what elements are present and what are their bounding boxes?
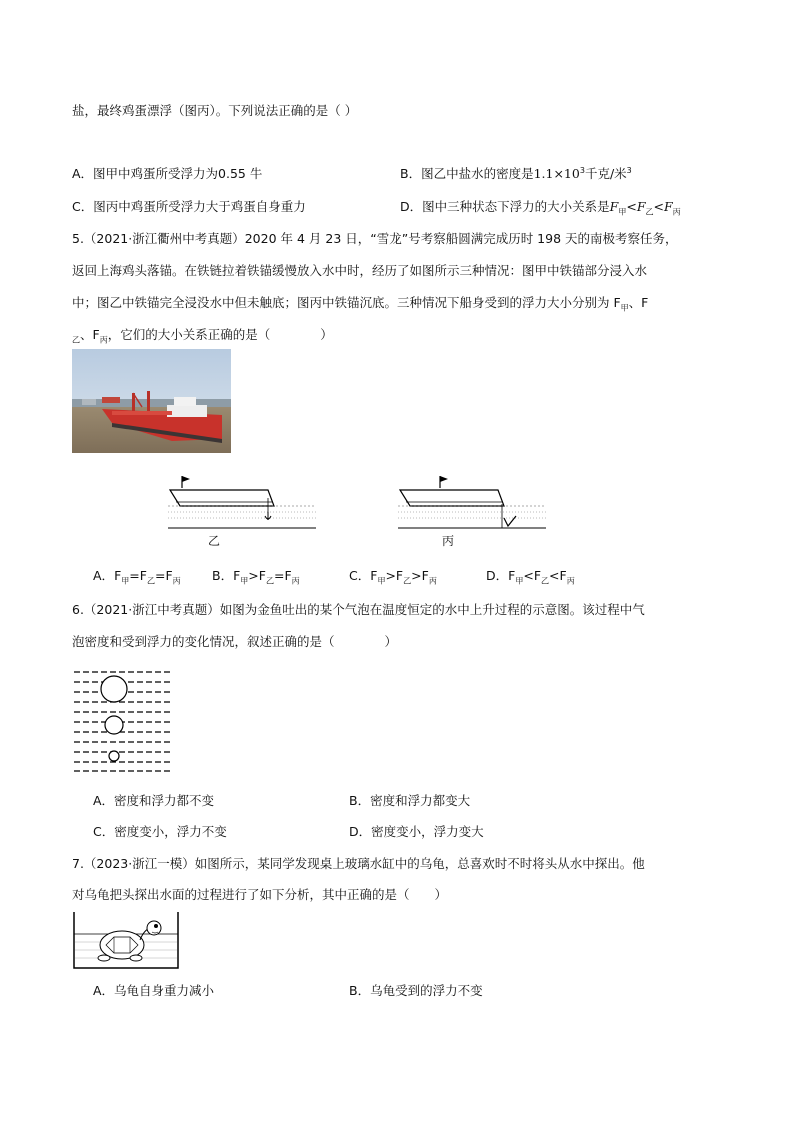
q4-option-d[interactable]: [400, 198, 681, 216]
q5-b-s1: 甲: [240, 576, 249, 586]
q7-option-a[interactable]: A．乌龟自身重力减小: [93, 983, 215, 998]
q5-d-s3: 丙: [566, 576, 575, 586]
q4-d-f3: F: [663, 199, 673, 214]
q5-c-f2: F: [395, 568, 404, 583]
q5-d-s2: 乙: [541, 576, 550, 586]
q7-line-2: 对乌龟把头探出水面的过程进行了如下分析，其中正确的是（ ）: [72, 887, 448, 902]
q5-line-4-tail: ，它们的大小关系正确的是（ ）: [107, 327, 333, 342]
q5-b-f1: F: [233, 568, 241, 583]
q5-line-3-text: 中；图乙中铁锚完全浸没水中但未触底；图丙中铁锚沉底。三种情况下船身受到的浮力大小分别为 F: [72, 295, 621, 310]
q4-d-lt2: <: [653, 199, 664, 214]
q4-option-c[interactable]: C．图丙中鸡蛋所受浮力大于鸡蛋自身重力: [72, 199, 306, 214]
q5-line-3-tail: 、F: [628, 295, 649, 310]
q4-option-d-text: D．图中三种状态下浮力的大小关系是: [400, 199, 610, 214]
q5-line-4-mid: 、F: [80, 327, 100, 342]
q5-diagram-bing: [398, 468, 546, 554]
q7-turtle-tank-diagram: [72, 912, 180, 970]
q5-a-op1: =: [129, 568, 140, 583]
q5-b-label: B．: [212, 568, 234, 583]
q5-c-op2: >: [411, 568, 422, 583]
q5-c-s1: 甲: [377, 576, 386, 586]
q5-d-s1: 甲: [515, 576, 524, 586]
q5-option-c[interactable]: [349, 567, 437, 585]
q4-d-s2: 乙: [645, 207, 654, 217]
q5-line-1: 5.（2021·浙江衢州中考真题）2020 年 4 月 23 日，“雪龙”号考察船圆满完成历时 198 天的南极考察任务，: [72, 231, 678, 246]
q5-d-label: D．: [486, 568, 509, 583]
q5-line-4-sub: 乙: [72, 335, 80, 345]
q5-d-f3: F: [559, 568, 567, 583]
q5-b-op1: >: [248, 568, 259, 583]
q5-option-b[interactable]: [212, 567, 300, 585]
q5-a-f2: F: [139, 568, 147, 583]
q7-line-1: 7.（2023·浙江一模）如图所示，某同学发现桌上玻璃水缸中的乌龟，总喜欢时不时将头从水中探出。他: [72, 856, 645, 871]
q5-b-op2: =: [273, 568, 285, 583]
q5-a-s2: 乙: [146, 576, 155, 586]
q6-option-d[interactable]: D．密度变小，浮力变大: [349, 824, 484, 839]
q5-line-3: [72, 294, 648, 312]
q4-d-f1: F: [609, 199, 619, 214]
q4-option-a[interactable]: A．图甲中鸡蛋所受浮力为0.55 牛: [72, 166, 263, 181]
q5-c-s3: 丙: [428, 576, 437, 586]
q6-option-b[interactable]: B．密度和浮力都变大: [349, 793, 471, 808]
q6-option-a[interactable]: A．密度和浮力都不变: [93, 793, 215, 808]
q4-option-b-exp: 3: [579, 165, 585, 175]
q4-option-b[interactable]: [400, 165, 632, 183]
q4-d-s1: 甲: [618, 207, 627, 217]
q5-line-2: 返回上海鸡头落锚。在铁链拉着铁锚缓慢放入水中时，经历了如图所示三种情况：图甲中铁锚部分浸入水: [72, 263, 648, 278]
q6-option-c[interactable]: C．密度变小，浮力不变: [93, 824, 227, 839]
q5-d-f1: F: [508, 568, 516, 583]
q5-option-d[interactable]: [486, 567, 575, 585]
q5-line-3-sub: 甲: [620, 303, 629, 313]
q5-option-a[interactable]: [93, 567, 181, 585]
q5-a-op2: =: [154, 568, 166, 583]
q5-b-s2: 乙: [265, 576, 274, 586]
q5-a-f1: F: [114, 568, 122, 583]
q4-option-b-num: 1.1×10: [533, 166, 580, 181]
q5-a-label: A．: [93, 568, 115, 583]
q4-d-f2: F: [636, 199, 646, 214]
q5-a-s1: 甲: [121, 576, 130, 586]
q4-option-b-text: B．图乙中盐水的密度是: [400, 166, 534, 181]
q5-d-f2: F: [533, 568, 542, 583]
q5-a-s3: 丙: [172, 576, 181, 586]
q5-b-f2: F: [258, 568, 266, 583]
q5-label-yi: 乙: [208, 534, 221, 548]
q4-option-b-unit: 千克/米: [584, 166, 627, 181]
q4-option-b-unit-exp: 3: [626, 165, 632, 175]
q5-a-f3: F: [165, 568, 173, 583]
q5-line-4: [72, 326, 333, 344]
q7-option-b[interactable]: B．乌龟受到的浮力不变: [349, 983, 483, 998]
q5-b-f3: F: [284, 568, 292, 583]
q4-stem-tail: 盐，最终鸡蛋漂浮（图丙）。下列说法正确的是（ ）: [72, 103, 358, 118]
q5-d-op2: <: [549, 568, 560, 583]
q5-c-label: C．: [349, 568, 371, 583]
q5-c-s2: 乙: [403, 576, 412, 586]
q5-diagram-yi: [168, 468, 316, 554]
q6-line-1: 6.（2021·浙江中考真题）如图为金鱼吐出的某个气泡在温度恒定的水中上升过程的示意图。该过程中气: [72, 602, 645, 617]
q5-c-f3: F: [421, 568, 429, 583]
q5-line-4-sub2: 丙: [99, 335, 108, 345]
q6-bubble-diagram: [72, 668, 172, 774]
q5-ship-photo: [72, 349, 231, 453]
q5-d-op1: <: [523, 568, 534, 583]
q4-d-s3: 丙: [672, 207, 681, 217]
q5-b-s3: 丙: [291, 576, 300, 586]
q5-c-f1: F: [370, 568, 378, 583]
q5-c-op1: >: [385, 568, 396, 583]
q6-line-2: 泡密度和受到浮力的变化情况，叙述正确的是（ ）: [72, 634, 398, 649]
q5-label-bing: 丙: [442, 534, 455, 548]
q4-d-lt1: <: [626, 199, 637, 214]
